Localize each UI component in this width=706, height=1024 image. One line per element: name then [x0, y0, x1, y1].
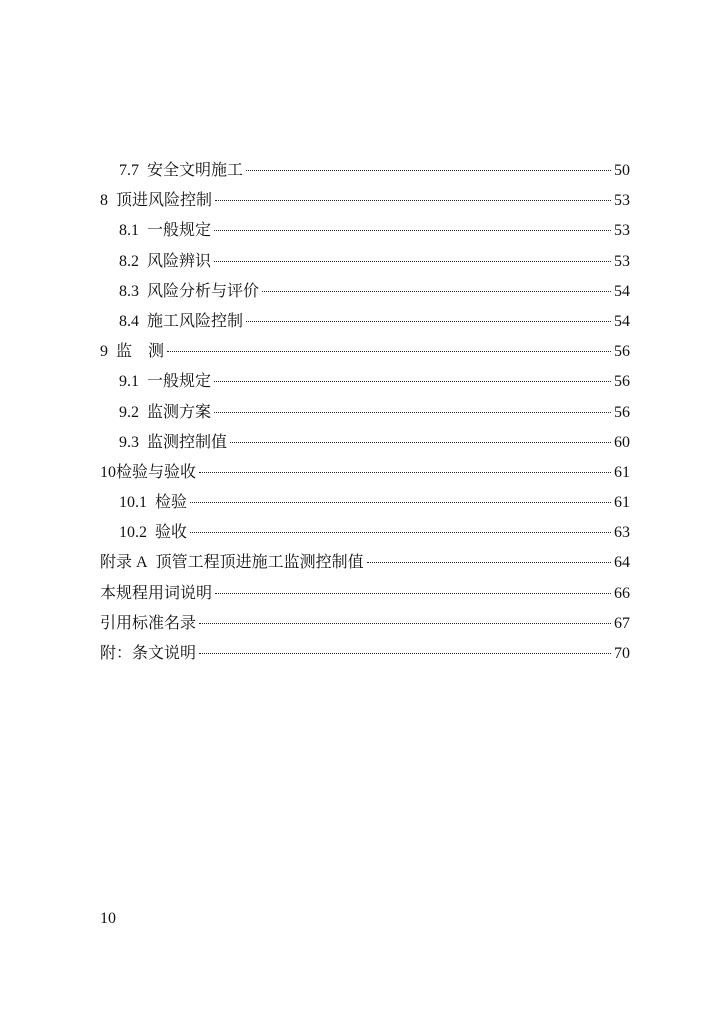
toc-entry-title: 引用标准名录 [100, 614, 197, 632]
toc-entry-title: 监测方案 [147, 403, 212, 421]
toc-entry-number: 8.4 [119, 312, 139, 330]
table-of-contents [100, 156, 630, 669]
toc-entry-page: 66 [614, 584, 630, 602]
toc-entry-9-3[interactable] [100, 428, 630, 458]
toc-leader-dots [214, 381, 611, 382]
toc-leader-dots [214, 412, 611, 413]
toc-entry-9[interactable] [100, 337, 630, 367]
toc-entry-clause-explanation[interactable] [100, 639, 630, 669]
toc-entry-number: 9 [100, 343, 108, 361]
toc-leader-dots [199, 623, 611, 624]
toc-entry-8-4[interactable] [100, 307, 630, 337]
toc-entry-number: 9.2 [119, 403, 139, 421]
toc-entry-page: 54 [614, 282, 630, 300]
toc-entry-page: 56 [614, 343, 630, 361]
toc-entry-page: 70 [614, 645, 630, 662]
toc-leader-dots [246, 321, 611, 322]
toc-entry-title: 顶管工程顶进施工监测控制值 [155, 554, 364, 572]
toc-entry-title: 本规程用词说明 [100, 584, 213, 602]
toc-entry-number: 9.1 [119, 373, 139, 391]
toc-entry-page: 56 [614, 403, 630, 421]
toc-entry-number: 9.3 [119, 433, 139, 451]
toc-leader-dots [262, 291, 611, 292]
toc-leader-dots [367, 562, 611, 563]
toc-leader-dots [167, 351, 611, 352]
toc-entry-page: 61 [614, 463, 630, 481]
toc-entry-title: 验收 [155, 524, 188, 542]
toc-entry-8-1[interactable] [100, 216, 630, 246]
toc-entry-title: 一般规定 [147, 373, 212, 391]
toc-entry-title: 风险辨识 [147, 252, 212, 270]
toc-entry-page: 64 [614, 554, 630, 572]
toc-leader-dots [215, 200, 611, 201]
toc-entry-title: 检验与验收 [116, 463, 197, 481]
toc-entry-number: 8 [100, 192, 108, 210]
toc-entry-page: 53 [614, 192, 630, 210]
toc-entry-9-1[interactable] [100, 367, 630, 397]
toc-entry-title: 顶进风险控制 [116, 192, 213, 210]
toc-leader-dots [215, 593, 611, 594]
toc-entry-page: 63 [614, 524, 630, 542]
toc-entry-number: 附录 A [100, 554, 148, 572]
toc-entry-page: 50 [614, 162, 630, 179]
toc-entry-referenced-standards[interactable] [100, 609, 630, 639]
toc-leader-dots [214, 230, 611, 231]
toc-entry-page: 54 [614, 312, 630, 330]
toc-entry-number: 8.2 [119, 252, 139, 270]
toc-entry-page: 60 [614, 433, 630, 451]
toc-entry-terms-explanation[interactable] [100, 579, 630, 609]
toc-leader-dots [246, 170, 611, 171]
toc-entry-page: 61 [614, 494, 630, 512]
toc-leader-dots [199, 472, 611, 473]
toc-entry-7-7[interactable] [100, 156, 630, 186]
toc-entry-title: 监 测 [116, 343, 165, 361]
toc-entry-page: 67 [614, 614, 630, 632]
toc-entry-appendix-a[interactable] [100, 548, 630, 578]
toc-entry-page: 56 [614, 373, 630, 391]
toc-entry-10-2[interactable] [100, 518, 630, 548]
toc-entry-number: 10 [100, 463, 116, 481]
toc-entry-title: 风险分析与评价 [147, 282, 260, 300]
toc-entry-title: 一般规定 [147, 222, 212, 240]
toc-entry-page: 53 [614, 222, 630, 240]
toc-entry-8-2[interactable] [100, 247, 630, 277]
toc-entry-title: 检验 [155, 494, 188, 512]
toc-leader-dots [190, 532, 611, 533]
toc-entry-title: 施工风险控制 [147, 312, 244, 330]
toc-entry-number: 8.1 [119, 222, 139, 240]
toc-leader-dots [230, 442, 611, 443]
page-number: 10 [100, 910, 116, 927]
toc-entry-title: 监测控制值 [147, 433, 228, 451]
toc-entry-page: 53 [614, 252, 630, 270]
toc-entry-8-3[interactable] [100, 277, 630, 307]
toc-entry-9-2[interactable] [100, 398, 630, 428]
toc-entry-number: 7.7 [119, 162, 139, 179]
toc-leader-dots [199, 653, 611, 654]
toc-entry-number: 10.1 [119, 494, 147, 512]
toc-entry-number: 8.3 [119, 282, 139, 300]
toc-leader-dots [214, 261, 611, 262]
toc-entry-number: 10.2 [119, 524, 147, 542]
toc-entry-8[interactable] [100, 186, 630, 216]
toc-entry-10-1[interactable] [100, 488, 630, 518]
toc-entry-10[interactable] [100, 458, 630, 488]
toc-entry-title: 安全文明施工 [147, 162, 244, 179]
toc-entry-title: 附：条文说明 [100, 645, 197, 662]
toc-leader-dots [190, 502, 611, 503]
